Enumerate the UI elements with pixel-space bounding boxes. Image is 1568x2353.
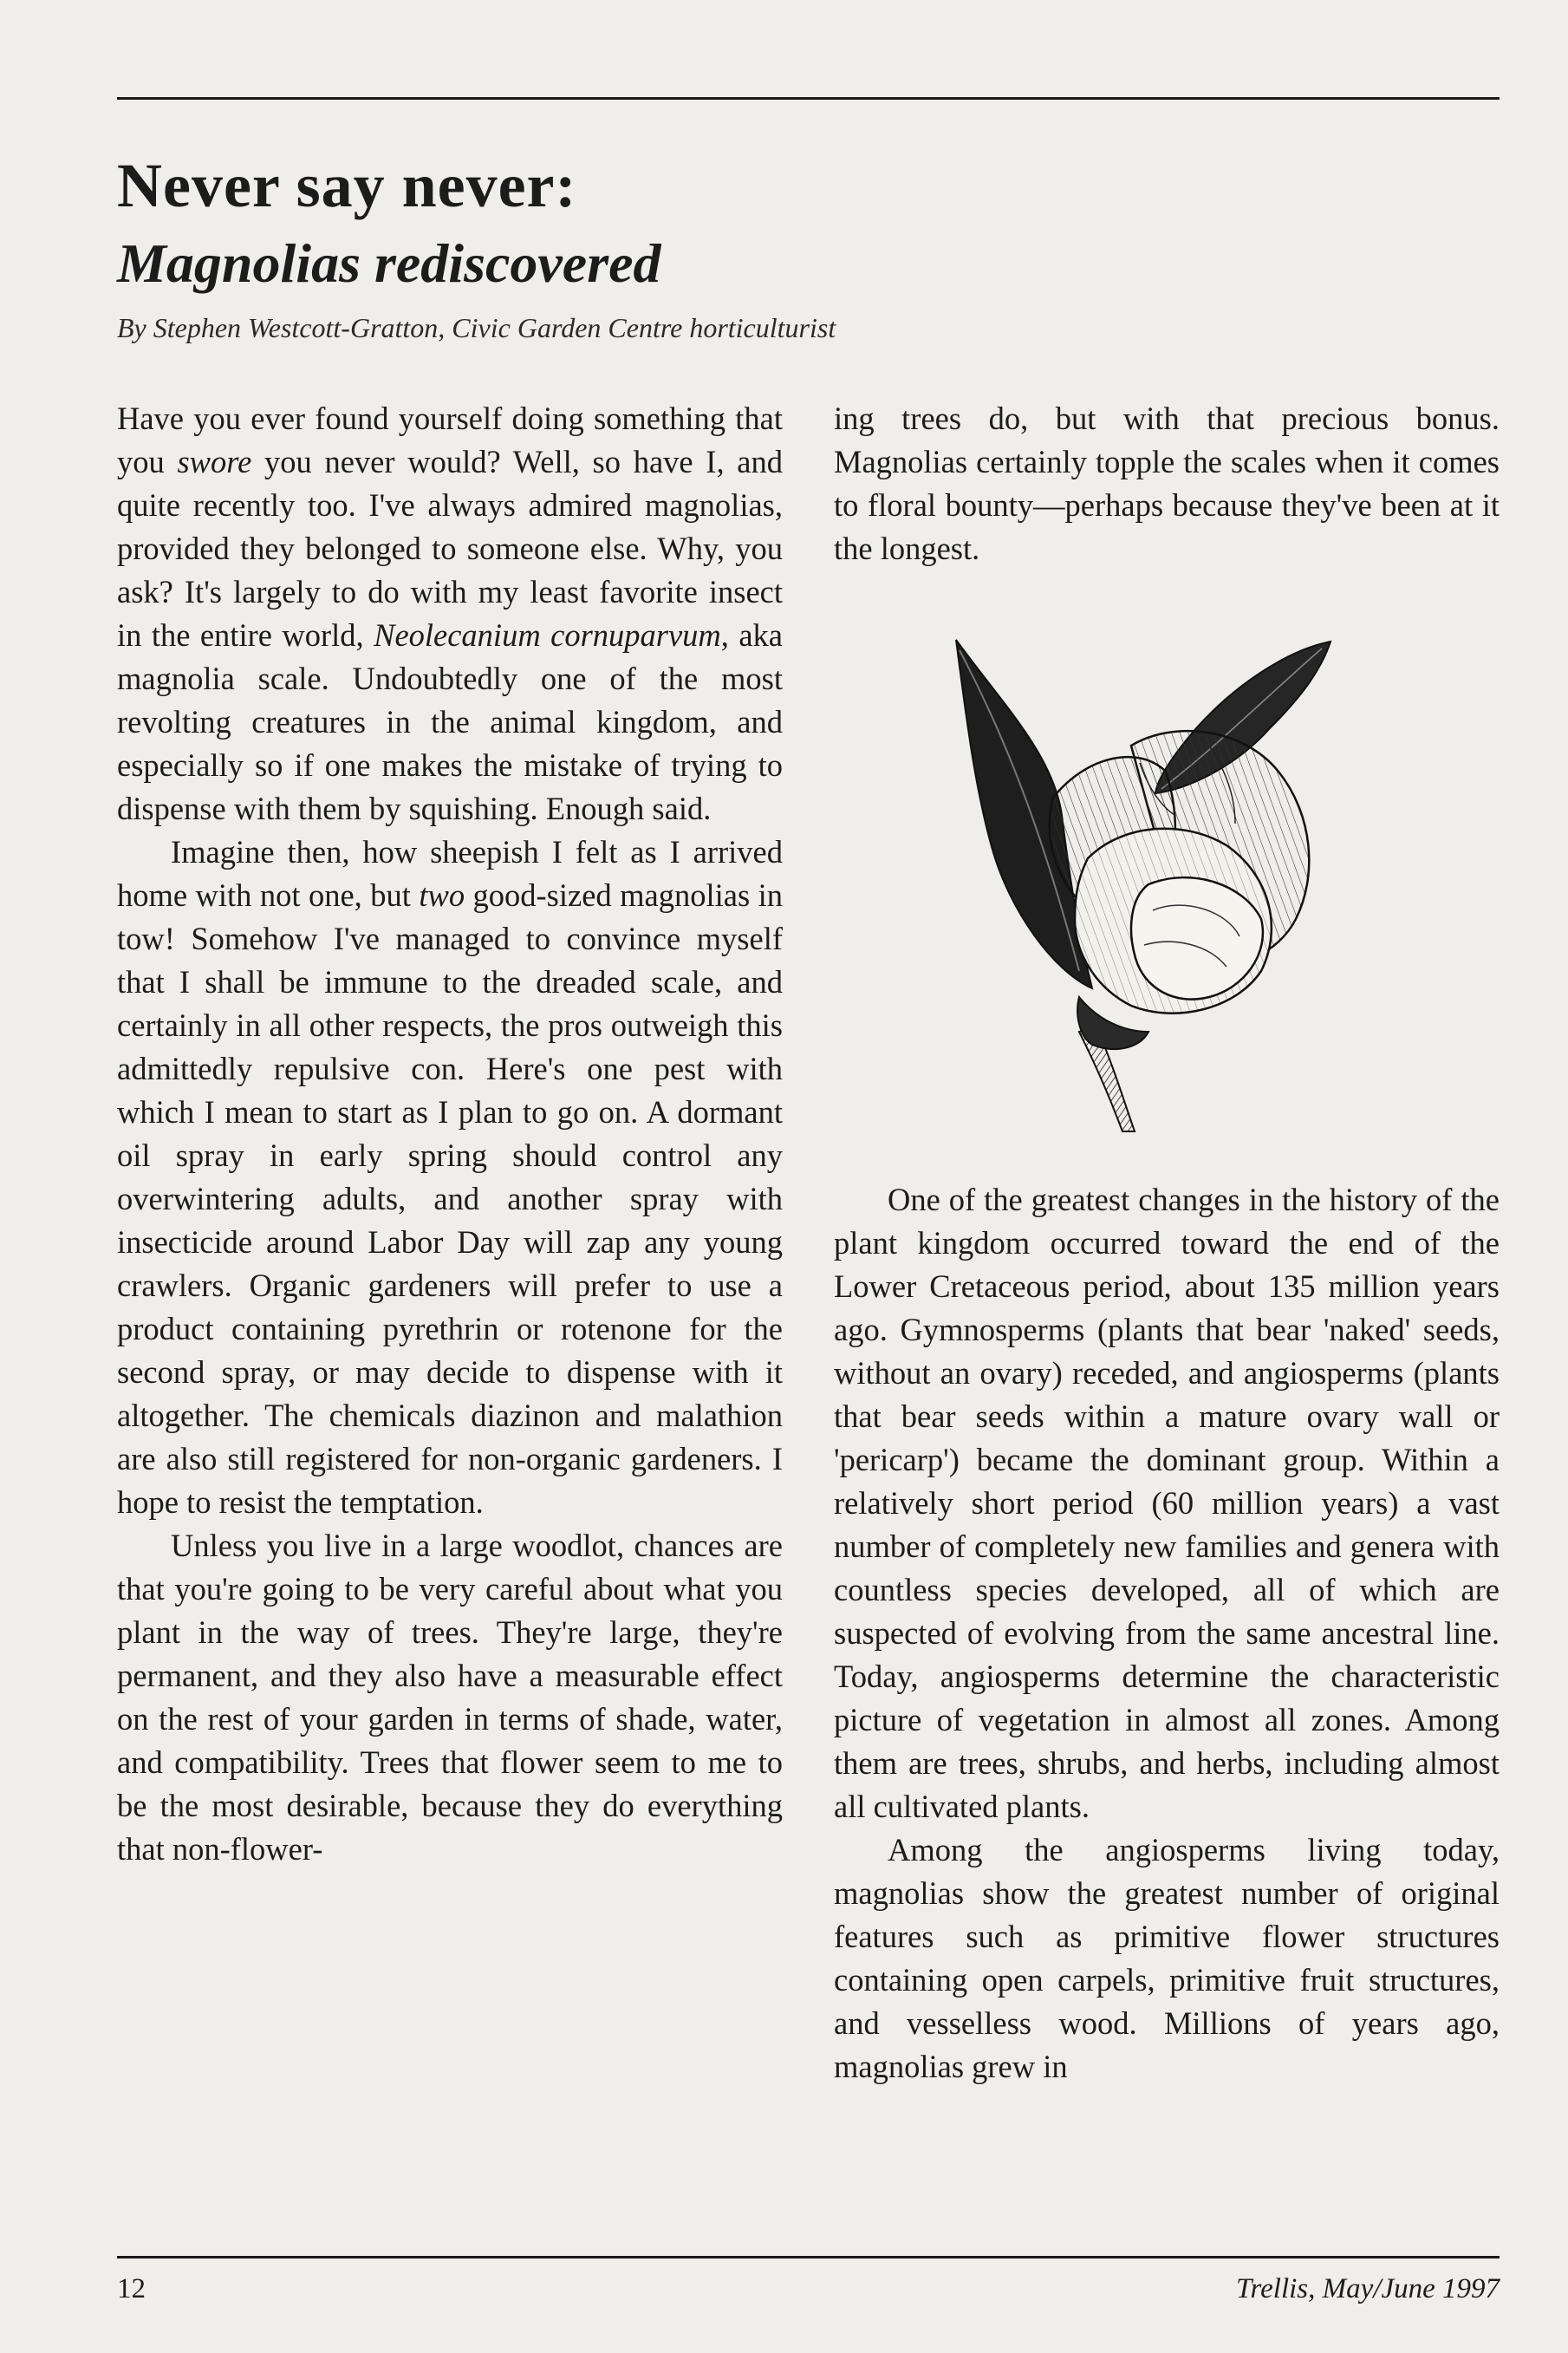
paragraph: ing trees do, but with that precious bonus. Magnolias certainly topple the scales when it comes to floral bounty—perhaps because they've been at it the longest. xyxy=(834,401,1500,566)
paragraph: Among the angiosperms living today, magnolias show the greatest number of original features such as primitive flower structures containing open carpels, primitive fruit structures, and vesselless wood. Millions of years ago, magnolias grew in xyxy=(834,1832,1500,2084)
emphasis-swore: swore xyxy=(177,444,252,479)
bottom-rule xyxy=(117,2256,1500,2258)
paragraph: Imagine then, how sheepish I felt as I arrived home with not one, but two good-sized magnolias in tow! Somehow I've managed to convince myself that I shall be immune to the dreaded scale, and certainly in all other respects, the pros outweigh this admittedly repulsive con. Here's one pest with which I mean to start as I plan to go on. A dormant oil spray in early spring should control any overwintering adults, and another spray with insecticide around Labor Day will zap any young crawlers. Organic gardeners will prefer to use a product containing pyrethrin or rotenone for the second spray, or may decide to dispense with it altogether. The chemicals diazinon and malathion are also still registered for non-organic gardeners. I hope to resist the temptation. xyxy=(117,834,783,1520)
paragraph: Have you ever found yourself doing something that you swore you never would? Well, so have I, and quite recently too. I've always admired magnolias, provided they belonged to someone else. Why, you ask? It's largely to do with my least favorite insect in the entire world, Neolecanium cornuparvum, aka magnolia scale. Undoubtedly one of the most revolting creatures in the animal kingdom, and especially so if one makes the mistake of trying to dispense with them by squishing. Enough said. xyxy=(117,401,784,826)
right-column-top xyxy=(834,397,1500,570)
article-subtitle: Magnolias rediscovered xyxy=(117,232,661,294)
species-name: Neolecanium cornuparvum xyxy=(374,617,721,653)
left-column xyxy=(117,397,783,2166)
paragraph: Unless you live in a large woodlot, chances are that you're going to be very careful about what you plant in the way of trees. They're large, they're permanent, and they also have a measurable effect on the rest of your garden in terms of shade, water, and compatibility. Trees that flower seem to me to be the most desirable, because they do everything that non-flower- xyxy=(117,1528,783,1867)
right-column-bottom xyxy=(834,1178,1500,2089)
article-title: Never say never: xyxy=(117,151,577,220)
page-number: 12 xyxy=(117,2273,146,2304)
magnolia-flower-icon xyxy=(949,624,1357,1136)
paragraph: One of the greatest changes in the history of the plant kingdom occurred toward the end of the Lower Cretaceous period, about 135 million years ago. Gymnosperms (plants that bear 'naked' seeds, without an ovary) receded, and angiosperms (plants that bear seeds within a mature ovary wall or 'pericarp') became the dominant group. Within a relatively short period (60 million years) a vast number of completely new families and genera with countless species developed, all of which are suspected of evolving from the same ancestral line. Today, angiosperms determine the characteristic picture of vegetation in almost all zones. Among them are trees, shrubs, and herbs, including almost all cultivated plants. xyxy=(834,1182,1500,1824)
publication-info: Trellis, May/June 1997 xyxy=(1236,2273,1500,2304)
emphasis-two: two xyxy=(419,877,465,913)
top-rule xyxy=(117,97,1500,100)
article-byline: By Stephen Westcott-Gratton, Civic Garden Centre horticulturist xyxy=(117,312,836,343)
